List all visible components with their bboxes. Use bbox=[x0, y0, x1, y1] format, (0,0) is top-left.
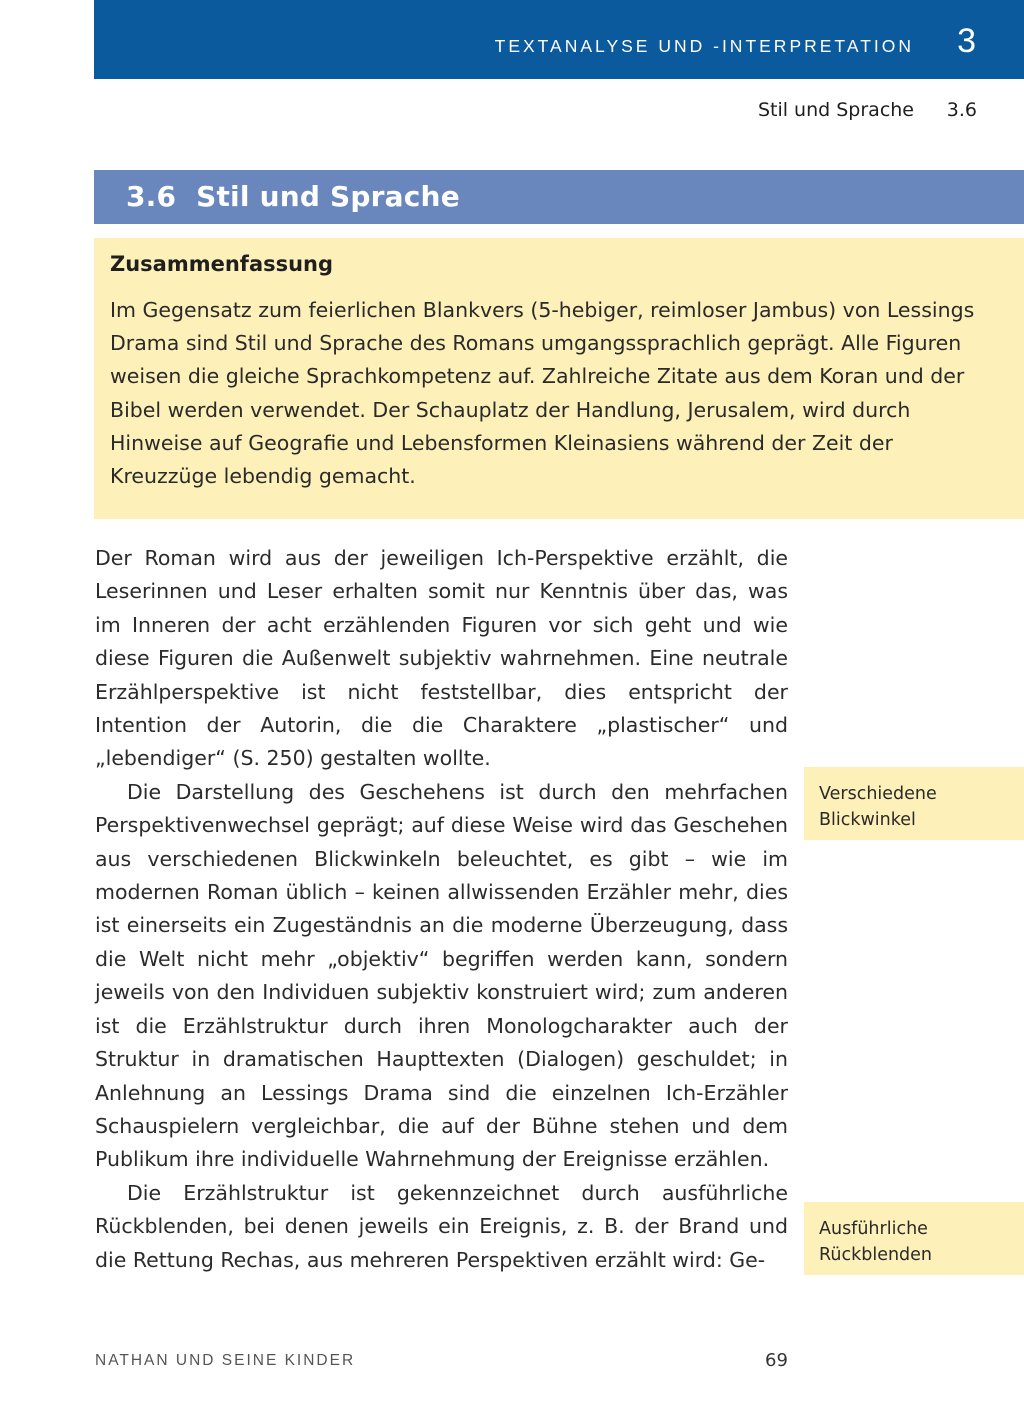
chapter-header-band bbox=[94, 0, 1024, 79]
summary-box bbox=[94, 238, 1024, 519]
running-head-title: Stil und Sprache bbox=[757, 99, 914, 121]
margin-note-flashbacks bbox=[804, 1202, 1024, 1275]
section-title: 3.6 Stil und Sprache bbox=[126, 180, 460, 213]
running-head-number: 3.6 bbox=[946, 99, 977, 121]
body-text bbox=[95, 542, 788, 1277]
summary-text: Im Gegensatz zum feierlichen Blankvers (5-hebiger, reimloser Jambus) von Lessings Drama sind Stil und Sprache des Romans umgangssprachlich geprägt. Alle Figuren weisen die gleiche Sprachkompetenz auf. Zahlreiche Zitate aus dem Koran und der Bibel werden verwendet. Der Schauplatz der Handlung, Jerusalem, wird durch Hinweise auf Geografie und Lebensformen Kleinasiens während der Zeit der Kreuzzüge lebendig gemacht. bbox=[110, 298, 975, 489]
section-header-band bbox=[94, 170, 1024, 224]
chapter-title: TEXTANALYSE UND -INTERPRETATION bbox=[494, 36, 914, 56]
margin-note-line: Rückblenden bbox=[819, 1245, 933, 1265]
footer-book-title: NATHAN UND SEINE KINDER bbox=[95, 1352, 356, 1369]
chapter-number: 3 bbox=[957, 22, 976, 60]
margin-note-perspectives bbox=[804, 767, 1024, 840]
body-paragraph-1: Der Roman wird aus der jeweiligen Ich-Perspektive erzählt, die Leserinnen und Leser erhalten somit nur Kenntnis über das, was im Inneren der acht erzählenden Figuren vor sich geht und wie diese Figuren die Außenwelt subjektiv wahrnehmen. Eine neutrale Erzählperspektive ist nicht feststellbar, dies entspricht der Intention der Autorin, die die Charaktere „plastischer“ und „lebendiger“ (S. 250) gestalten wollte. bbox=[95, 546, 788, 771]
summary-heading: Zusammenfassung bbox=[110, 252, 334, 276]
page-number: 69 bbox=[765, 1350, 788, 1371]
margin-note-line: Blickwinkel bbox=[819, 810, 916, 830]
body-paragraph-3: Die Erzählstruktur ist gekennzeichnet durch ausführliche Rückblenden, bei denen jeweils ein Ereignis, z. B. der Brand und die Rettung Rechas, aus mehreren Perspektiven erzählt wird: Ge- bbox=[95, 1180, 788, 1272]
margin-note-line: Verschiedene bbox=[819, 784, 937, 804]
margin-note-line: Ausführliche bbox=[819, 1219, 928, 1239]
body-paragraph-2: Die Darstellung des Geschehens ist durch den mehrfachen Perspektivenwechsel geprägt; auf diese Weise wird das Geschehen aus verschiedenen Blickwinkeln beleuchtet, es gibt – wie im modernen Roman üblich – keinen allwissenden Erzähler mehr, dies ist einerseits ein Zugeständnis an die moderne Überzeugung, dass die Welt nicht mehr „objektiv“ begriffen werden kann, sondern jeweils von den Individuen subjektiv konstruiert wird; zum anderen ist die Erzählstruktur durch ihren Monologcharakter auch der Struktur in dramatischen Haupttexten (Dialogen) geschuldet; in Anlehnung an Lessings Drama sind die einzelnen Ich-Erzähler Schauspielern vergleichbar, die auf der Bühne stehen und dem Publikum ihre individuelle Wahrnehmung der Ereignisse erzählen. bbox=[95, 779, 788, 1172]
